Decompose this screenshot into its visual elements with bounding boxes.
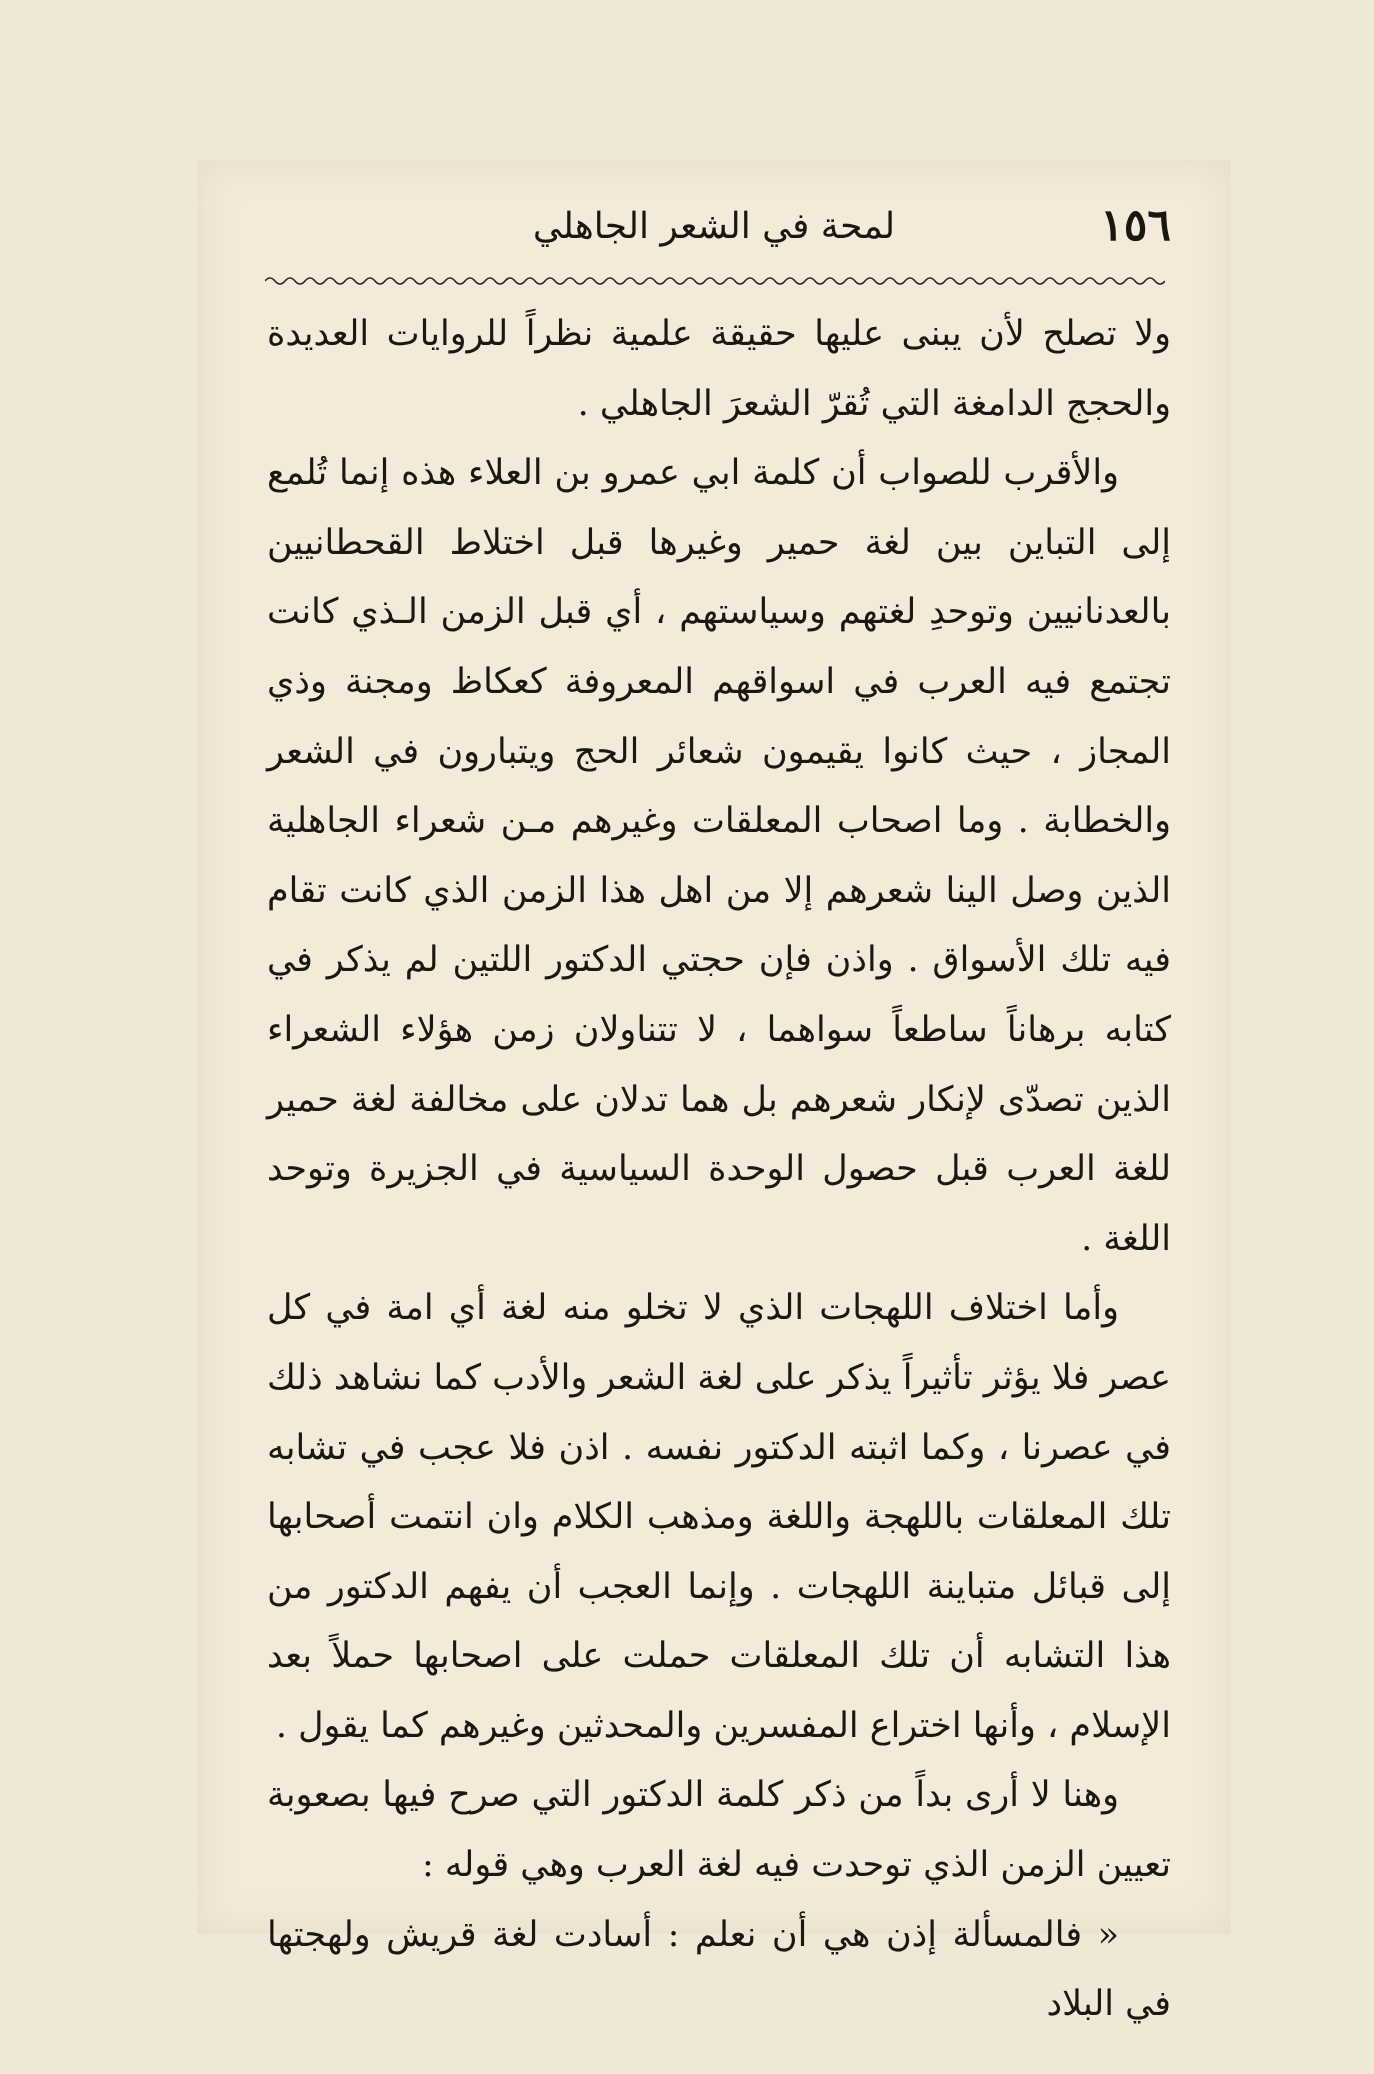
paragraph: وهنا لا أرى بداً من ذكر كلمة الدكتور التي صرح فيها بصعوبة تعيين الزمن الذي توحدت فيه لغة العرب وهي قوله : [267,1775,1171,1886]
page-header [197,160,1231,280]
decorative-wavy-rule [265,274,1165,288]
paragraph: ولا تصلح لأن يبنى عليها حقيقة علمية نظراً للروايات العديدة والحجج الدامغة التي تُقرّ الشعرَ الجاهلي . [267,314,1171,424]
quotation-paragraph: « فالمسألة إذن هي أن نعلم : أسادت لغة قريش ولهجتها في البلاد [267,1914,1171,2025]
page-number: ١٥٦ [1100,200,1171,251]
running-title: لمحة في الشعر الجاهلي [532,206,896,247]
book-page [197,160,1231,2025]
body-text [267,300,1171,2040]
paragraph: وأما اختلاف اللهجات الذي لا تخلو منه لغة أي امة في كل عصر فلا يؤثر تأثيراً يذكر على لغة الشعر والأدب كما نشاهد ذلك في عصرنا ، وكما اثبته الدكتور نفسه . اذن فلا عجب في تشابه تلك المعلقات باللهجة واللغة ومذهب الكلام وان انتمت أصحابها إلى قبائل متباينة اللهجات . وإنما العجب أن يفهم الدكتور من هذا التشابه أن تلك المعلقات حملت على اصحابها حملاً بعد الإسلام ، وأنها اختراع المفسرين والمحدثين وغيرهم كما يقول . [267,1288,1171,1746]
paragraph: والأقرب للصواب أن كلمة ابي عمرو بن العلاء هذه إنما تُلمع إلى التباين بين لغة حمير وغيرها قبل اختلاط القحطانيين بالعدنانيين وتوحدِ لغتهم وسياستهم ، أي قبل الزمن الـذي كانت تجتمع فيه العرب في اسواقهم المعروفة كعكاظ ومجنة وذي المجاز ، حيث كانوا يقيمون شعائر الحج ويتبارون في الشعر والخطابة . وما اصحاب المعلقات وغيرهم مـن شعراء الجاهلية الذين وصل الينا شعرهم إلا من اهل هذا الزمن الذي كانت تقام فيه تلك الأسواق . واذن فإن حجتي الدكتور اللتين لم يذكر في كتابه برهاناً ساطعاً سواهما ، لا تتناولان زمن هؤلاء الشعراء الذين تصدّى لإنكار شعرهم بل هما تدلان على مخالفة لغة حمير للغة العرب قبل حصول الوحدة السياسية في الجزيرة وتوحد اللغة . [267,453,1171,1259]
